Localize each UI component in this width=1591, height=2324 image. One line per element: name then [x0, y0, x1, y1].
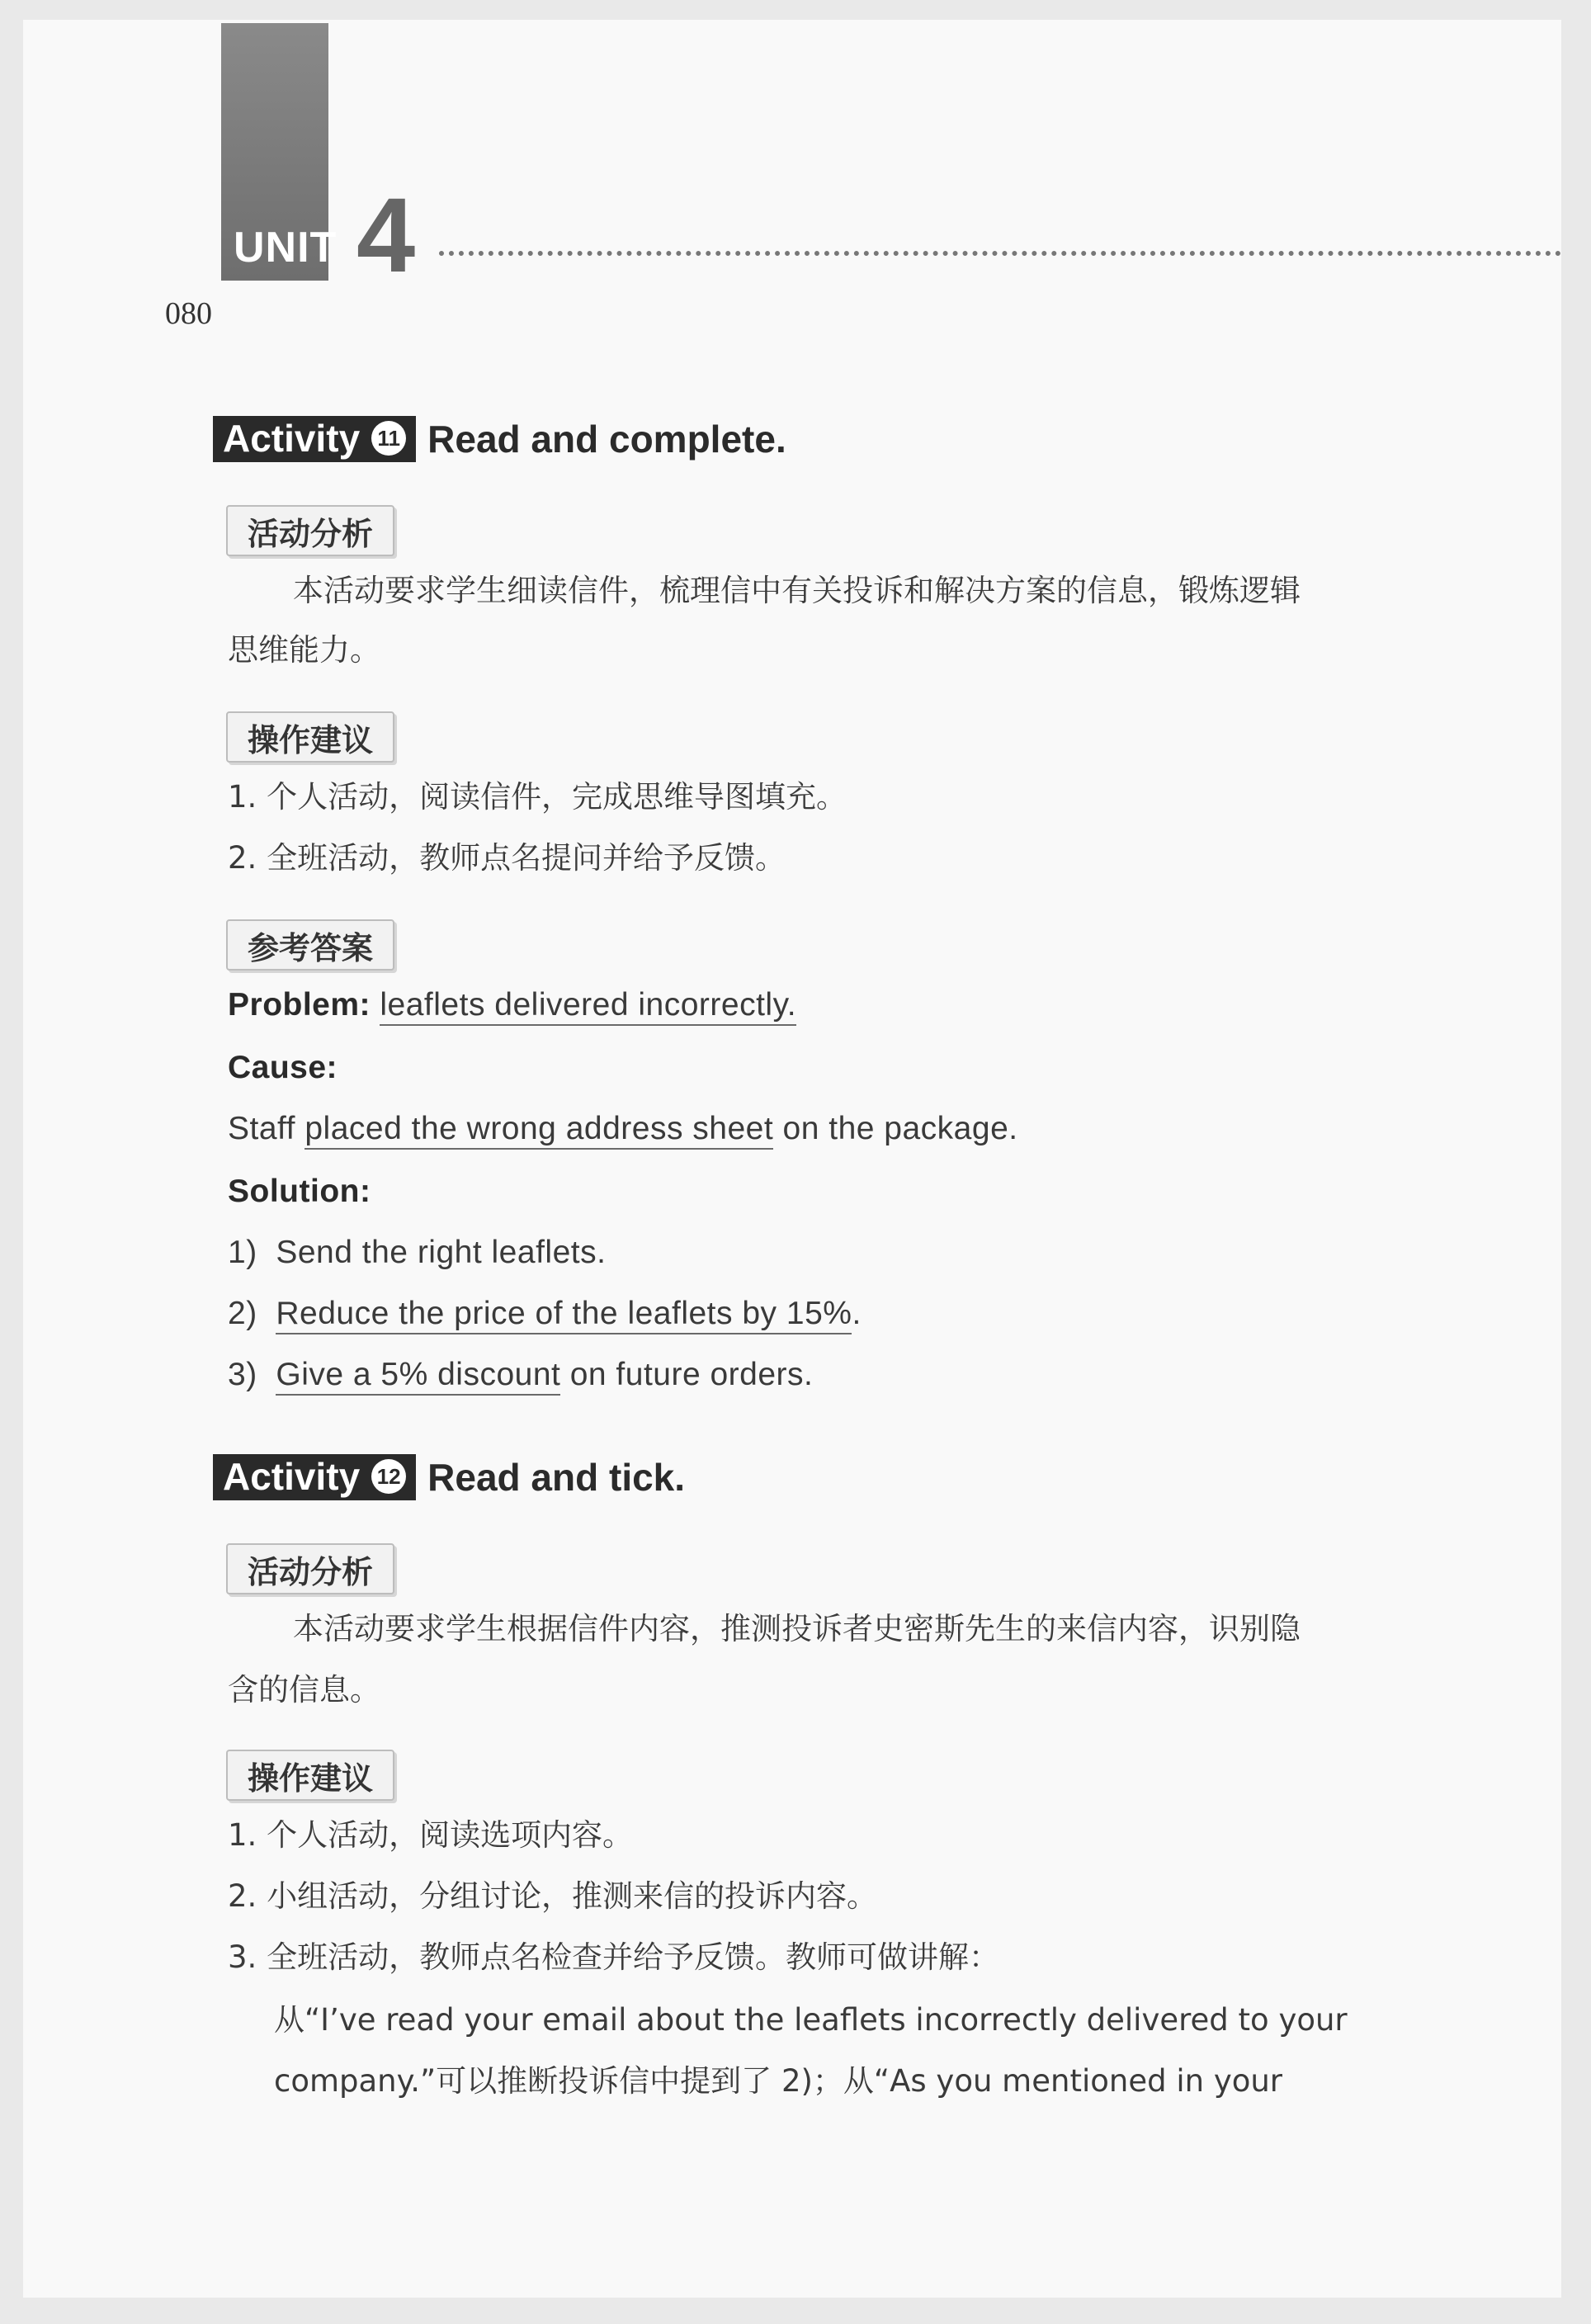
activity-12-heading: [213, 1454, 685, 1500]
problem-line: [228, 987, 796, 1023]
suggestion-label: 操作建议: [226, 1750, 394, 1801]
cause-pre: Staff: [228, 1111, 305, 1146]
solution-item-1: 1) Send the right leaflets.: [228, 1235, 607, 1270]
activity-title: Read and tick.: [427, 1456, 686, 1499]
analysis-text-line1: 本活动要求学生根据信件内容，推测投诉者史密斯先生的来信内容，识别隐: [293, 1611, 1301, 1646]
suggestion-item-1: 1. 个人活动，阅读选项内容。: [228, 1817, 634, 1853]
solution-item-2: [228, 1296, 862, 1332]
activity-title: Read and complete.: [427, 418, 786, 461]
solution-2-post: .: [852, 1296, 862, 1331]
unit-label: UNIT: [234, 224, 338, 272]
problem-label: Problem:: [228, 987, 371, 1023]
activity-badge: [213, 1454, 416, 1500]
solution-2-answer: Reduce the price of the leaflets by 15%: [276, 1296, 852, 1334]
suggestion-item-2: 2. 小组活动，分组讨论，推测来信的投诉内容。: [228, 1878, 878, 1914]
activity-badge-label: Activity: [223, 417, 361, 460]
activity-11-heading: [213, 416, 786, 462]
cause-line: [228, 1111, 1018, 1147]
explanation-line2: company.”可以推断投诉信中提到了 2)；从“As you mentioned in your: [274, 2063, 1283, 2099]
solution-2-num: 2): [228, 1296, 276, 1331]
solution-3-num: 3): [228, 1357, 276, 1392]
dotted-rule: [439, 251, 1561, 256]
cause-label: Cause:: [228, 1050, 338, 1085]
suggestion-item-3: 3. 全班活动，教师点名检查并给予反馈。教师可做讲解：: [228, 1939, 1000, 1975]
activity-badge-label: Activity: [223, 1455, 361, 1498]
solution-3-post: on future orders.: [560, 1357, 814, 1392]
analysis-text-line2: 思维能力。: [228, 632, 380, 668]
analysis-label: 活动分析: [226, 1543, 394, 1594]
suggestion-item-1: 1. 个人活动，阅读信件，完成思维导图填充。: [228, 779, 847, 815]
solution-3-answer: Give a 5% discount: [276, 1357, 560, 1396]
suggestion-label: 操作建议: [226, 711, 394, 763]
page-number: 080: [165, 296, 212, 331]
solution-label: Solution:: [228, 1174, 371, 1209]
cause-answer: placed the wrong address sheet: [305, 1111, 773, 1150]
analysis-text-line2: 含的信息。: [228, 1672, 380, 1708]
activity-number: 11: [371, 421, 406, 456]
solution-item-3: [228, 1357, 813, 1393]
unit-number: 4: [356, 177, 416, 295]
problem-answer: leaflets delivered incorrectly.: [380, 987, 796, 1026]
activity-number: 12: [371, 1459, 406, 1494]
explanation-line1: 从“I’ve read your email about the leaflets incorrectly delivered to your: [274, 2002, 1348, 2038]
analysis-text-line1: 本活动要求学生细读信件，梳理信中有关投诉和解决方案的信息，锻炼逻辑: [293, 573, 1301, 608]
cause-post: on the package.: [773, 1111, 1018, 1146]
activity-badge: [213, 416, 416, 462]
analysis-label: 活动分析: [226, 505, 394, 556]
suggestion-item-2: 2. 全班活动，教师点名提问并给予反馈。: [228, 840, 786, 876]
answer-label: 参考答案: [226, 919, 394, 971]
